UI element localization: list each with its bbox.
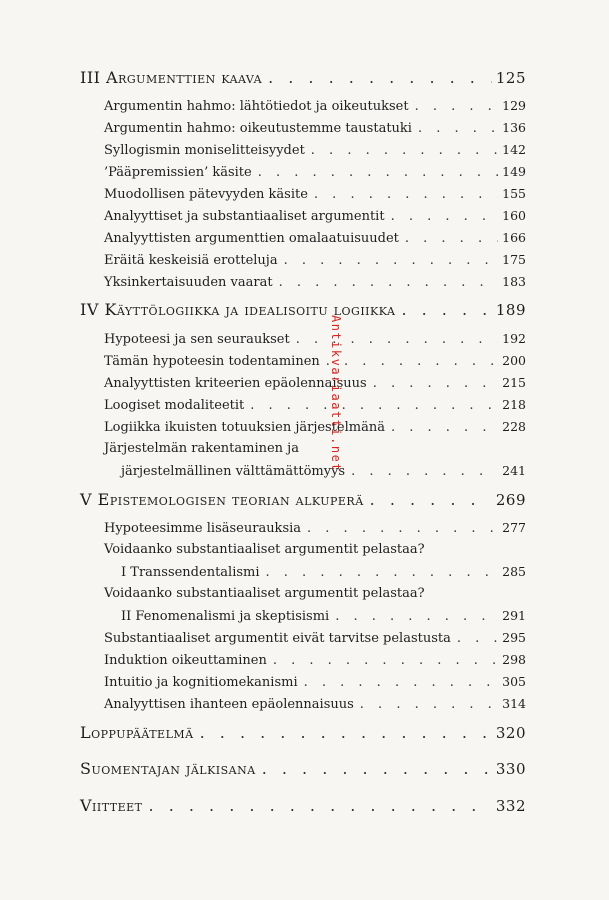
dot-leader [311, 143, 498, 158]
toc-chapter-loppupaatelma [80, 723, 526, 742]
toc-entry-title: Järjestelmän rakentaminen ja [104, 441, 299, 456]
toc-entry-page: 129 [502, 98, 526, 113]
dot-leader [415, 99, 499, 114]
toc-entry-title: Tämän hypoteesin todentaminen [104, 354, 320, 369]
toc-entry-page: 200 [502, 353, 526, 368]
toc-entry-title: Voidaanko substantiaaliset argumentit pelastaa? [104, 542, 425, 557]
toc-entry [121, 463, 526, 479]
toc-entry-page: 215 [502, 375, 526, 390]
toc-entry-title: Loogiset modaliteetit [104, 398, 245, 413]
toc-entry-page: 320 [495, 724, 526, 742]
toc-entry [104, 98, 526, 114]
dot-leader [314, 187, 498, 202]
dot-leader [326, 354, 498, 369]
toc-chapter-v [80, 490, 526, 509]
toc-entry-page: 285 [502, 564, 526, 579]
toc-entry-title: Viitteet [80, 796, 143, 815]
toc-entry-page: 241 [502, 463, 526, 478]
dot-leader [351, 464, 498, 479]
toc-entry [104, 353, 526, 369]
dot-leader [457, 631, 498, 646]
dot-leader [258, 165, 498, 180]
dot-leader [405, 231, 498, 246]
toc-entry [104, 397, 526, 413]
dot-leader [373, 376, 498, 391]
dot-leader [335, 609, 498, 624]
toc-entry [104, 331, 526, 347]
dot-leader [370, 490, 492, 509]
toc-entry-title: järjestelmällinen välttämättömyys [121, 464, 346, 479]
toc-entry [104, 164, 526, 180]
dot-leader [360, 697, 498, 712]
toc-entry [104, 142, 526, 158]
toc-entry-page: 277 [502, 520, 526, 535]
dot-leader [279, 275, 499, 290]
toc-entry-title: II Fenomenalismi ja skeptisismi [121, 609, 330, 624]
toc-entry-title: Hypoteesi ja sen seuraukset [104, 332, 290, 347]
toc-entry-page: 295 [502, 630, 526, 645]
toc-entry [104, 186, 526, 202]
toc-entry-page: 149 [502, 164, 526, 179]
toc-entry-title: Syllogismin moniselitteisyydet [104, 143, 305, 158]
toc-entry [104, 419, 526, 435]
dot-leader [262, 759, 492, 778]
watermark-text: Antikvariaatti.net [329, 315, 343, 473]
toc-entry-title: Induktion oikeuttaminen [104, 653, 267, 668]
toc-entry-page: 305 [502, 674, 526, 689]
toc-entry-page: 269 [495, 491, 526, 509]
toc-entry-page: 125 [495, 69, 526, 87]
dot-leader [307, 521, 498, 536]
toc-chapter-viitteet [80, 796, 526, 815]
toc-entry-title: Substantiaaliset argumentit eivät tarvitse pelastusta [104, 631, 451, 646]
toc-entry-page: 175 [502, 252, 526, 267]
toc-entry-title: I Transsendentalismi [121, 565, 260, 580]
toc-entry-page: 332 [495, 797, 526, 815]
dot-leader [391, 420, 498, 435]
toc-entry-page: 314 [502, 696, 526, 711]
toc-entry [104, 252, 526, 268]
toc-entry-title: ’Pääpremissien’ käsite [104, 165, 252, 180]
dot-leader [401, 300, 491, 319]
toc-entry [104, 120, 526, 136]
dot-leader [268, 68, 492, 87]
dot-leader [304, 675, 499, 690]
dot-leader [149, 796, 492, 815]
toc-entry-page: 155 [502, 186, 526, 201]
toc-entry-page: 189 [495, 301, 526, 319]
dot-leader [200, 723, 492, 742]
toc-entry-title: Argumentin hahmo: lähtötiedot ja oikeutukset [104, 99, 409, 114]
toc-entry-title: IV Käyttölogiikka ja idealisoitu logiikka [80, 300, 396, 319]
toc-entry [121, 564, 526, 580]
dot-leader [418, 121, 498, 136]
toc-entry-page: 330 [495, 760, 526, 778]
toc-entry-title: Analyyttiset ja substantiaaliset argumentit [104, 209, 385, 224]
toc-entry [104, 230, 526, 246]
toc-entry-title: III Argumenttien kaava [80, 68, 263, 87]
toc-entry-title: V Epistemologisen teorian alkuperä [80, 490, 364, 509]
toc-entry-page: 228 [502, 419, 526, 434]
toc-entry-title: Analyyttisen ihanteen epäolennaisuus [104, 697, 354, 712]
toc-entry-page: 160 [502, 208, 526, 223]
toc-entry [104, 696, 526, 712]
toc-entry-title: Loppupäätelmä [80, 723, 194, 742]
toc-entry-title: Suomentajan jälkisana [80, 759, 256, 778]
toc-entry [104, 652, 526, 668]
dot-leader [273, 653, 498, 668]
toc-entry-page: 218 [502, 397, 526, 412]
toc-chapter-suomentajan-jalkisana [80, 759, 526, 778]
toc-entry-page: 192 [502, 331, 526, 346]
toc-entry [104, 630, 526, 646]
toc-entry-title: Voidaanko substantiaaliset argumentit pelastaa? [104, 586, 425, 601]
toc-entry-title: Hypoteesimme lisäseurauksia [104, 521, 302, 536]
toc-entry-title: Analyyttisten argumenttien omalaatuisuudet [104, 231, 399, 246]
toc-entry-page: 136 [502, 120, 526, 135]
toc-entry-page: 142 [502, 142, 526, 157]
toc-entry-title: Yksinkertaisuuden vaarat [104, 275, 273, 290]
toc-entry [121, 608, 526, 624]
toc-entry-title: Eräitä keskeisiä erotteluja [104, 253, 278, 268]
toc-entry-title: Argumentin hahmo: oikeutustemme taustatuki [104, 121, 412, 136]
toc-entry-title: Muodollisen pätevyyden käsite [104, 187, 308, 202]
dot-leader [391, 209, 499, 224]
toc-entry [104, 520, 526, 536]
toc-entry-page: 298 [502, 652, 526, 667]
dot-leader [250, 398, 498, 413]
toc-entry-title: Analyyttisten kriteerien epäolennaisuus [104, 376, 367, 391]
toc-chapter-iii [80, 68, 526, 87]
dot-leader [266, 565, 499, 580]
toc-entry-title: Logiikka ikuisten totuuksien järjestelmänä [104, 420, 385, 435]
toc-entry [104, 375, 526, 391]
toc-entry [104, 274, 526, 290]
dot-leader [296, 332, 498, 347]
toc-chapter-iv [80, 300, 526, 319]
toc-entry-page: 291 [502, 608, 526, 623]
toc-entry [104, 674, 526, 690]
toc-entry-title: Intuitio ja kognitiomekanismi [104, 675, 298, 690]
toc-entry [104, 208, 526, 224]
toc-entry-page: 166 [502, 230, 526, 245]
dot-leader [284, 253, 499, 268]
toc-entry-page: 183 [502, 274, 526, 289]
